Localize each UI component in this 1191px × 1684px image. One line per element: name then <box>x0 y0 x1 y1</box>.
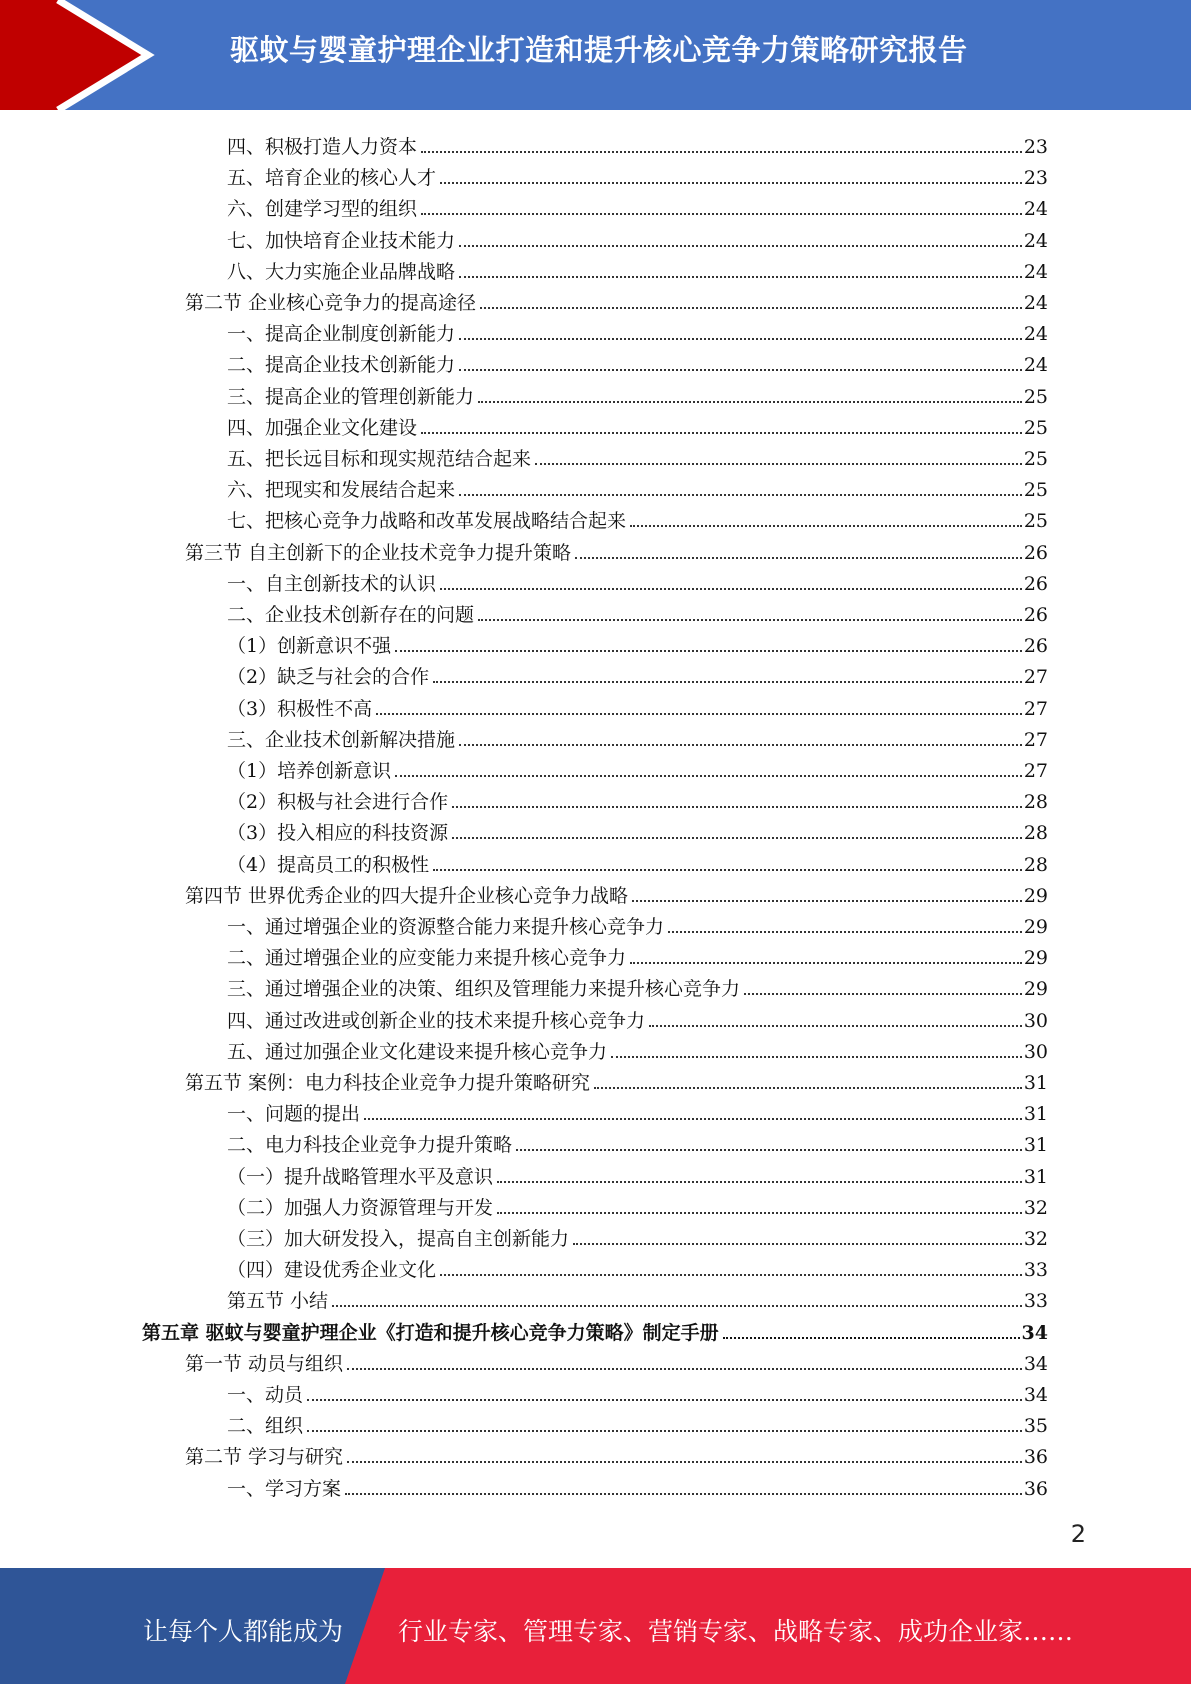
toc-entry-page: 29 <box>1023 916 1048 938</box>
toc-entry-page: 34 <box>1021 1321 1048 1344</box>
toc-entry[interactable] <box>185 534 1048 565</box>
toc-dot-leader <box>668 931 1022 933</box>
toc-dot-leader <box>478 619 1022 621</box>
toc-dot-leader <box>421 151 1022 153</box>
toc-entry-title: 三、企业技术创新解决措施 <box>227 728 456 751</box>
toc-entry-title: 二、通过增强企业的应变能力来提升核心竞争力 <box>227 947 627 970</box>
toc-dot-leader <box>395 650 1022 652</box>
toc-entry-page: 26 <box>1023 635 1048 658</box>
toc-entry-title: 一、自主创新技术的认识 <box>227 572 437 595</box>
toc-entry-title: 一、学习方案 <box>227 1477 342 1500</box>
toc-entry-page: 33 <box>1023 1290 1048 1313</box>
toc-dot-leader <box>452 837 1022 839</box>
toc-entry-page: 26 <box>1023 572 1048 595</box>
toc-entry-page: 31 <box>1023 1165 1048 1188</box>
toc-entry[interactable] <box>227 721 1048 752</box>
toc-entry[interactable] <box>227 1470 1048 1501</box>
toc-entry-title: （一）提升战略管理水平及意识 <box>227 1165 494 1188</box>
toc-entry[interactable] <box>227 1033 1048 1064</box>
toc-entry[interactable] <box>227 471 1048 502</box>
toc-entry-title: （3）积极性不高 <box>227 697 373 720</box>
toc-dot-leader <box>459 494 1022 496</box>
toc-entry-title: 七、加快培育企业技术能力 <box>227 229 456 252</box>
toc-entry-title: 第四节 世界优秀企业的四大提升企业核心竞争力战略 <box>185 884 629 907</box>
toc-entry[interactable] <box>227 752 1048 783</box>
toc-entry[interactable] <box>227 1002 1048 1033</box>
toc-entry[interactable] <box>227 814 1048 845</box>
toc-entry-page: 27 <box>1023 666 1048 689</box>
toc-entry-page: 24 <box>1023 260 1048 283</box>
toc-entry[interactable] <box>185 284 1048 315</box>
toc-entry-page: 26 <box>1023 541 1048 564</box>
toc-dot-leader <box>575 557 1022 559</box>
toc-entry-title: 第五节 案例：电力科技企业竞争力提升策略研究 <box>185 1072 591 1094</box>
toc-dot-leader <box>459 338 1022 340</box>
page-number: 2 <box>1070 1520 1086 1548</box>
toc-entry-page: 23 <box>1023 136 1048 158</box>
toc-entry[interactable] <box>227 1407 1048 1438</box>
toc-dot-leader <box>395 775 1022 777</box>
toc-dot-leader <box>347 1368 1022 1370</box>
toc-entry-title: 三、通过增强企业的决策、组织及管理能力来提升核心竞争力 <box>227 978 741 1001</box>
toc-dot-leader <box>421 213 1022 215</box>
toc-entry-page: 31 <box>1023 1134 1048 1157</box>
toc-entry-page: 28 <box>1023 822 1048 845</box>
toc-entry-page: 30 <box>1023 1040 1048 1063</box>
toc-entry-page: 27 <box>1023 760 1048 782</box>
toc-entry-title: （二）加强人力资源管理与开发 <box>227 1196 494 1219</box>
toc-dot-leader <box>480 307 1022 309</box>
toc-entry-page: 29 <box>1023 884 1048 907</box>
toc-entry[interactable] <box>227 1282 1048 1313</box>
toc-entry[interactable] <box>185 1345 1048 1376</box>
toc-entry[interactable] <box>185 877 1048 908</box>
toc-dot-leader <box>307 1399 1022 1401</box>
toc-entry-title: （1）创新意识不强 <box>227 635 392 658</box>
toc-dot-leader <box>744 993 1022 995</box>
toc-dot-leader <box>497 1181 1022 1183</box>
toc-entry-title: 二、电力科技企业竞争力提升策略 <box>227 1134 513 1157</box>
toc-entry-title: （2）积极与社会进行合作 <box>227 791 449 814</box>
toc-dot-leader <box>594 1087 1022 1089</box>
toc-entry[interactable] <box>227 565 1048 596</box>
toc-entry[interactable] <box>227 1251 1048 1282</box>
toc-entry-page: 34 <box>1023 1352 1048 1375</box>
toc-entry-title: 三、提高企业的管理创新能力 <box>227 385 475 408</box>
toc-entry[interactable] <box>142 1314 1048 1345</box>
toc-entry-page: 24 <box>1023 354 1048 377</box>
toc-entry[interactable] <box>227 596 1048 627</box>
toc-entry[interactable] <box>227 1189 1048 1220</box>
footer-slogan: 让每个人都能成为 <box>143 1617 344 1646</box>
header-title: 驱蚊与婴童护理企业打造和提升核心竞争力策略研究报告 <box>230 33 968 67</box>
toc-entry[interactable] <box>227 658 1048 689</box>
toc-entry-title: 二、组织 <box>227 1415 304 1438</box>
toc-dot-leader <box>516 1149 1022 1151</box>
toc-entry-page: 36 <box>1023 1477 1048 1500</box>
toc-entry[interactable] <box>227 1220 1048 1251</box>
toc-entry[interactable] <box>227 1158 1048 1189</box>
toc-dot-leader <box>345 1493 1022 1495</box>
toc-entry-page: 24 <box>1023 323 1048 346</box>
toc-entry-title: 二、提高企业技术创新能力 <box>227 354 456 377</box>
toc-dot-leader <box>632 900 1022 902</box>
toc-entry-page: 29 <box>1023 978 1048 1001</box>
toc-dot-leader <box>421 432 1022 434</box>
toc-entry-page: 25 <box>1023 385 1048 408</box>
toc-entry-page: 26 <box>1023 604 1048 626</box>
toc-dot-leader <box>459 744 1022 746</box>
toc-entry-title: 六、把现实和发展结合起来 <box>227 479 456 502</box>
toc-entry-page: 25 <box>1023 479 1048 502</box>
toc-entry[interactable] <box>227 1376 1048 1407</box>
toc-entry-title: 第三节 自主创新下的企业技术竞争力提升策略 <box>185 541 572 564</box>
toc-dot-leader <box>307 1430 1022 1432</box>
toc-entry-page: 24 <box>1023 292 1048 314</box>
toc-dot-leader <box>723 1337 1020 1339</box>
toc-entry[interactable] <box>227 502 1048 533</box>
page-footer <box>0 1568 1191 1684</box>
toc-entry-page: 25 <box>1023 448 1048 470</box>
toc-entry[interactable] <box>227 783 1048 814</box>
toc-entry-title: 四、通过改进或创新企业的技术来提升核心竞争力 <box>227 1009 646 1032</box>
toc-dot-leader <box>478 401 1022 403</box>
toc-entry-title: 一、提高企业制度创新能力 <box>227 323 456 346</box>
toc-entry-title: 四、积极打造人力资本 <box>227 136 418 158</box>
toc-entry-page: 28 <box>1023 791 1048 814</box>
toc-entry-page: 30 <box>1023 1009 1048 1032</box>
toc-dot-leader <box>440 1274 1022 1276</box>
toc-entry-title: 七、把核心竞争力战略和改革发展战略结合起来 <box>227 510 627 533</box>
toc-entry-title: 八、大力实施企业品牌战略 <box>227 260 456 283</box>
toc-entry-title: 六、创建学习型的组织 <box>227 198 418 221</box>
toc-entry[interactable] <box>227 222 1048 253</box>
toc-entry[interactable] <box>185 1064 1048 1095</box>
toc-entry-page: 25 <box>1023 510 1048 533</box>
footer-roles: 行业专家、管理专家、营销专家、战略专家、成功企业家…… <box>398 1617 1074 1646</box>
toc-dot-leader <box>611 1056 1022 1058</box>
toc-entry-title: 一、通过增强企业的资源整合能力来提升核心竞争力 <box>227 916 665 938</box>
toc-dot-leader <box>440 588 1022 590</box>
toc-entry-page: 35 <box>1023 1415 1048 1438</box>
toc-entry[interactable] <box>227 378 1048 409</box>
toc-dot-leader <box>459 369 1022 371</box>
toc-dot-leader <box>376 713 1022 715</box>
toc-entry-title: （三）加大研发投入，提高自主创新能力 <box>227 1228 570 1250</box>
toc-entry[interactable] <box>227 690 1048 721</box>
toc-entry[interactable] <box>227 253 1048 284</box>
toc-entry[interactable] <box>227 128 1048 159</box>
toc-entry-page: 31 <box>1023 1072 1048 1094</box>
toc-entry-title: 第二节 企业核心竞争力的提高途径 <box>185 292 477 314</box>
toc-entry-page: 31 <box>1023 1103 1048 1126</box>
toc-dot-leader <box>433 869 1022 871</box>
toc-dot-leader <box>364 1118 1022 1120</box>
toc-dot-leader <box>459 276 1022 278</box>
toc-entry[interactable] <box>227 846 1048 877</box>
toc-dot-leader <box>440 182 1022 184</box>
toc-entry-page: 32 <box>1023 1196 1048 1219</box>
toc-dot-leader <box>573 1243 1022 1245</box>
toc-entry-page: 36 <box>1023 1446 1048 1469</box>
toc-entry-title: 第一节 动员与组织 <box>185 1352 344 1375</box>
toc-dot-leader <box>347 1461 1022 1463</box>
toc-entry-page: 28 <box>1023 853 1048 876</box>
toc-entry-title: 一、动员 <box>227 1384 304 1406</box>
toc-dot-leader <box>535 463 1022 465</box>
toc-entry-page: 27 <box>1023 728 1048 751</box>
toc-entry-title: 第二节 学习与研究 <box>185 1446 344 1469</box>
toc-entry-page: 27 <box>1023 697 1048 720</box>
toc-entry[interactable] <box>227 159 1048 190</box>
toc-entry[interactable] <box>185 1438 1048 1469</box>
toc-dot-leader <box>497 1212 1022 1214</box>
page-header <box>0 0 1191 110</box>
toc-entry-title: （2）缺乏与社会的合作 <box>227 666 430 689</box>
toc-entry-title: 二、企业技术创新存在的问题 <box>227 604 475 626</box>
toc-entry-title: 第五章 驱蚊与婴童护理企业《打造和提升核心竞争力策略》制定手册 <box>142 1321 719 1344</box>
toc-entry-title: 五、把长远目标和现实规范结合起来 <box>227 448 532 470</box>
toc-entry-page: 29 <box>1023 947 1048 970</box>
toc-entry-page: 24 <box>1023 198 1048 221</box>
toc-dot-leader <box>332 1305 1022 1307</box>
toc-entry-title: 五、通过加强企业文化建设来提升核心竞争力 <box>227 1040 608 1063</box>
toc-dot-leader <box>649 1025 1022 1027</box>
toc-entry-title: 五、培育企业的核心人才 <box>227 167 437 190</box>
toc-entry-title: 第五节 小结 <box>227 1290 329 1313</box>
toc-dot-leader <box>433 681 1022 683</box>
toc-entry-title: （4）提高员工的积极性 <box>227 853 430 876</box>
toc-entry-page: 25 <box>1023 416 1048 439</box>
toc-entry[interactable] <box>227 440 1048 471</box>
toc-dot-leader <box>630 525 1022 527</box>
toc-entry[interactable] <box>227 1126 1048 1157</box>
toc-entry[interactable] <box>227 627 1048 658</box>
toc-entry-title: 一、问题的提出 <box>227 1103 361 1126</box>
toc-entry-page: 23 <box>1023 167 1048 190</box>
toc-entry[interactable] <box>227 346 1048 377</box>
toc-entry-page: 32 <box>1023 1228 1048 1250</box>
toc-entry[interactable] <box>227 409 1048 440</box>
toc-entry-page: 24 <box>1023 229 1048 252</box>
toc-dot-leader <box>459 245 1022 247</box>
toc-entry-title: 四、加强企业文化建设 <box>227 416 418 439</box>
toc-entry[interactable] <box>227 939 1048 970</box>
toc-entry[interactable] <box>227 1095 1048 1126</box>
toc-entry-title: （四）建设优秀企业文化 <box>227 1259 437 1282</box>
toc-entry[interactable] <box>227 190 1048 221</box>
toc-entry-title: （3）投入相应的科技资源 <box>227 822 449 845</box>
toc-dot-leader <box>630 962 1022 964</box>
toc-entry-title: （1）培养创新意识 <box>227 760 392 782</box>
toc-entry-page: 34 <box>1023 1384 1048 1406</box>
toc-entry[interactable] <box>227 908 1048 939</box>
toc-dot-leader <box>452 806 1022 808</box>
toc-entry-page: 33 <box>1023 1259 1048 1282</box>
toc-entry[interactable] <box>227 315 1048 346</box>
toc-entry[interactable] <box>227 970 1048 1001</box>
